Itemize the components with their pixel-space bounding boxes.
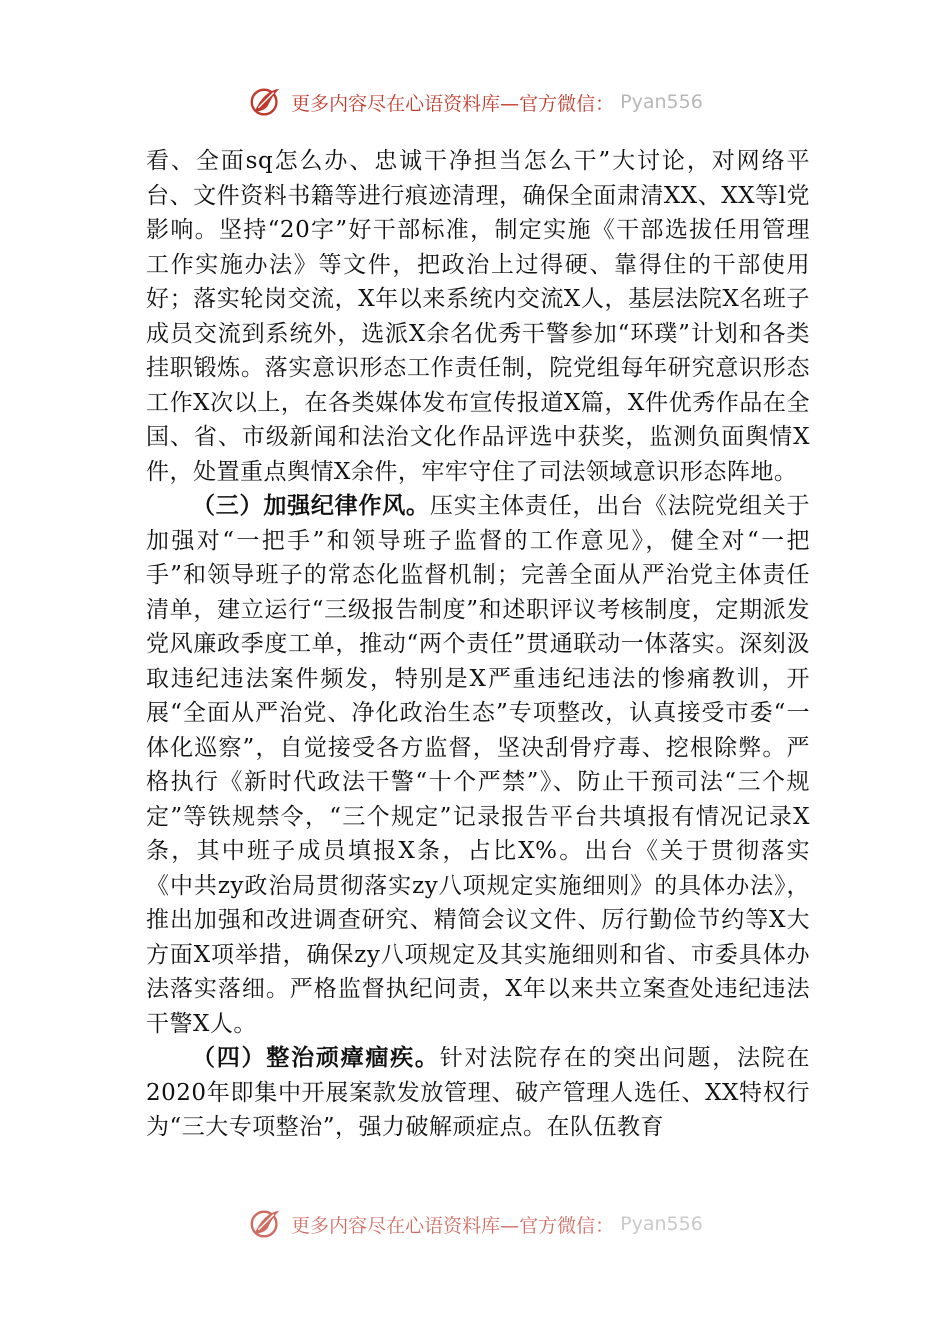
brush-logo-icon [247, 1205, 285, 1243]
paragraph-1 [146, 144, 810, 489]
paragraph-2-text: 压实主体责任，出台《法院党组关于加强对“一把手”和领导班子监督的工作意见》，健全对“一把手”和领导班子的常态化监督机制；完善全面从严治党主体责任清单，建立运行“三级报告制度”和述职评议考核制度，定期派发党风廉政季度工单，推动“两个责任”贯通联动一体落实。深刻汲取违纪违法案件频发，特别是X严重违纪违法的惨痛教训，开展“全面从严治党、净化政治生态”专项整改，认真接受市委“一体化巡察”，自觉接受各方监督，坚决刮骨疗毒、挖根除弊。严格执行《新时代政法干警“十个严禁”》、防止干预司法“三个规定”等铁规禁令，“三个规定”记录报告平台共填报有情况记录X条，其中班子成员填报X条，占比X%。出台《关于贯彻落实《中共zy政治局贯彻落实zy八项规定实施细则》的具体办法》，推出加强和改进调查研究、精简会议文件、厉行勤俭节约等X大方面X项举措，确保zy八项规定及其实施细则和省、市委具体办法落实落细。严格监督执纪问责，X年以来共立案查处违纪违法干警X人。 [146, 493, 811, 1037]
section-heading-3: （三）加强纪律作风。 [192, 492, 430, 519]
brush-logo-icon [247, 83, 285, 121]
paragraph-2 [146, 489, 810, 1041]
document-body [146, 144, 810, 1145]
watermark-wechat-id-bottom: Pyan556 [620, 1213, 703, 1235]
watermark-wechat-id: Pyan556 [620, 91, 703, 113]
paragraph-1-text: 看、全面sq怎么办、忠诚干净担当怎么干”大讨论，对网络平台、文件资料书籍等进行痕迹清理，确保全面肃清XX、XX等l党影响。坚持“20字”好干部标准，制定实施《干部选拔任用管理工作实施办法》等文件，把政治上过得硬、靠得住的干部使用好；落实轮岗交流，X年以来系统内交流X人，基层法院X名班子成员交流到系统外，选派X余名优秀干警参加“环璞”计划和各类挂职锻炼。落实意识形态工作责任制，院党组每年研究意识形态工作X次以上，在各类媒体发布宣传报道X篇，X件优秀作品在全国、省、市级新闻和法治文化作品评选中获奖，监测负面舆情X件，处置重点舆情X余件，牢牢守住了司法领域意识形态阵地。 [146, 148, 810, 485]
watermark-banner-top [0, 82, 950, 122]
section-heading-4: （四）整治顽瘴痼疾。 [192, 1044, 440, 1071]
paragraph-3 [146, 1041, 810, 1145]
paragraph-3-text: 针对法院存在的突出问题，法院在2020年即集中开展案款发放管理、破产管理人选任、XX特权行为“三大专项整治”，强力破解顽症点。在队伍教育 [146, 1045, 811, 1140]
watermark-text: 更多内容尽在心语资料库—官方微信： [291, 92, 615, 115]
watermark-text-bottom: 更多内容尽在心语资料库—官方微信： [291, 1214, 615, 1237]
watermark-banner-bottom [0, 1204, 950, 1244]
